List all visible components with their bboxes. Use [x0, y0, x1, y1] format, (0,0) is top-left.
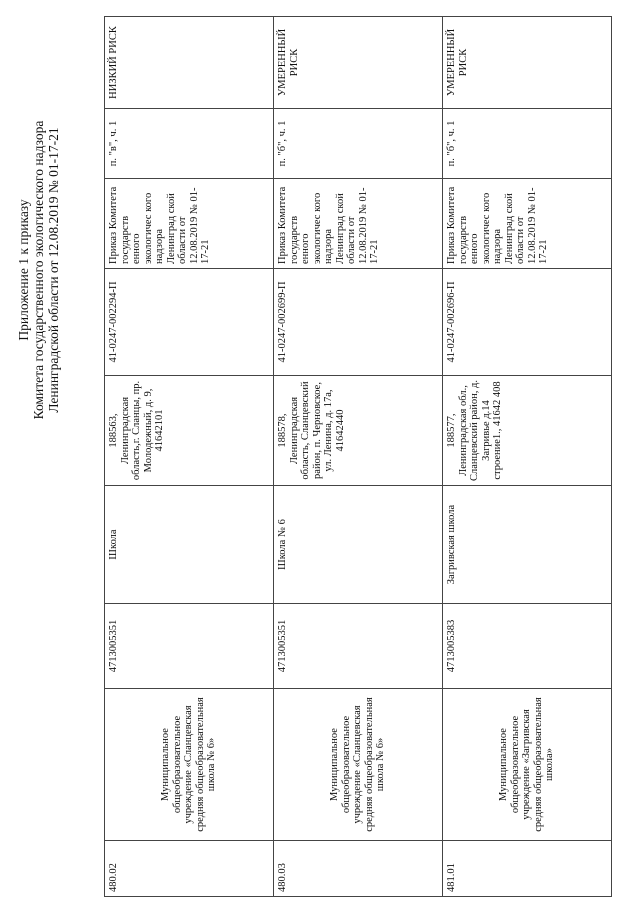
risk-category: НИЗКИЙ РИСК: [105, 17, 274, 109]
inn: 4713005351: [274, 604, 443, 689]
organization-name: Муниципальное общеобразовательное учреждение «Сланцевская средняя общеобразовательная школа № 6»: [274, 689, 443, 841]
order-reference: Приказ Комитета государств енного экологичес кого надзора Ленинград ской области от 12.08.2019 № 01-17-21: [274, 179, 443, 269]
legal-point: п. "в", ч. 1: [105, 109, 274, 179]
header-line-1: Приложение 1 к приказу: [16, 199, 31, 341]
object-name: Школа: [105, 486, 274, 604]
object-name: Загривская школа: [443, 486, 612, 604]
organization-name: Муниципальное общеобразовательное учреждение «Загривская средняя общеобразовательная школа»: [443, 689, 612, 841]
legal-point: п. "б", ч. 1: [443, 109, 612, 179]
row-number: 481.01: [443, 841, 612, 897]
header-line-3: Ленинградской области от 12.08.2019 № 01-17-21: [46, 127, 61, 413]
order-reference: Приказ Комитета государств енного экологичес кого надзора Ленинград ской области от 12.08.2019 № 01-17-21: [105, 179, 274, 269]
object-address: 188563, Ленинградская область,г. Сланцы, пр. Молодежный, д. 9, 41642101: [105, 376, 274, 486]
organization-name: Муниципальное общеобразовательное учреждение «Сланцевская средняя общеобразовательная школа № 6»: [105, 689, 274, 841]
row-number: 480.02: [105, 841, 274, 897]
header-line-2: Комитета государственного экологического надзора: [31, 120, 46, 420]
risk-category: УМЕРЕННЫЙ РИСК: [274, 17, 443, 109]
registration-code: 41-0247-002699-П: [274, 269, 443, 376]
table-row: [105, 17, 274, 897]
legal-point: п. "б", ч. 1: [274, 109, 443, 179]
object-name: Школа № 6: [274, 486, 443, 604]
appendix-header: [16, 50, 61, 490]
table-row: [443, 17, 612, 897]
object-address: 188577, Ленинградская обл., Сланцевский район, д. Загривье д.14 строение1., 41642 408: [443, 376, 612, 486]
order-reference: Приказ Комитета государств енного экологичес кого надзора Ленинград ской области от 12.08.2019 № 01-17-21: [443, 179, 612, 269]
object-address: 188578, Ленинградская область, Сланцевский район, п. Черновское, ул. Ленина, д. 17а, 41642440: [274, 376, 443, 486]
inn: 4713005383: [443, 604, 612, 689]
registration-code: 41-0247-002696-П: [443, 269, 612, 376]
registration-code: 41-0247-002294-П: [105, 269, 274, 376]
row-number: 480.03: [274, 841, 443, 897]
risk-category: УМЕРЕННЫЙ РИСК: [443, 17, 612, 109]
inn: 4713005351: [105, 604, 274, 689]
table-row: [274, 17, 443, 897]
registry-table: [104, 16, 612, 897]
